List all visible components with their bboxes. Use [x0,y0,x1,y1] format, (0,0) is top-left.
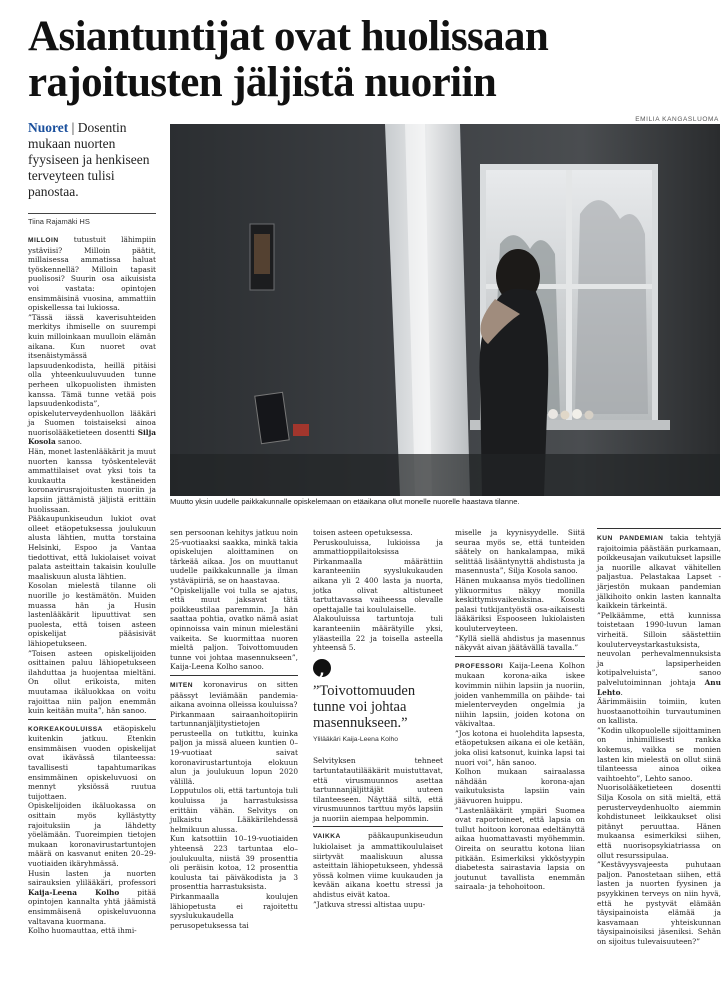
subhead: KUN PANDEMIAN [597,535,664,542]
section-divider [28,719,156,720]
article-column-3 [313,528,443,909]
pull-quote: ”Toivottomuuden tunne voi johtaa masennukseen.” [313,682,416,731]
section-divider [170,675,298,676]
paragraph: miselle ja kyynisyydelle. Siitä seuraa myös se, että tunteiden säätely on hankalampaa, mikä selittää lisääntynyttä ahdistusta ja masennusta”, Silja Kosola sanoo. [455,528,585,576]
paragraph: VAIKKA pääkaupunkiseudun lukiolaiset ja ammattikoululaiset siirtyvät maaliskuun alussa asteittain lähiopetukseen, yhdessä yössä kolmen viime kuukauden ja kevään aikana koettu stressi ja ahdistus eivät katoa. [313,831,443,900]
photo-credit: EMILIA KANGASLUOMA [635,116,719,123]
paragraph: Äärimmäisiin toimiin, kuten huostaanottoihin turvautuminen on kallista. [597,697,721,726]
section-label[interactable]: Nuoret [28,120,69,135]
article-column-5 [597,528,721,947]
paragraph: Pääkaupunkiseudun lukiot ovat olleet etäopetuksessa joulukuun alusta lähtien, mutta torstaina Helsinki, Espoo ja Vantaa tiedottivat, että lukiolaiset voivat palata asteittain takaisin koululle maaliskuun alusta lähtien. [28,514,156,581]
paragraph: sen persoonan kehitys jatkuu noin 25-vuotiaaksi saakka, minkä takia opiskelujen aloittaminen on tärkeää aikaa. Jos on muuttanut uudelle paikkakunnalle ja ilman ystäväpiiriä, se on haastavaa. [170,528,298,585]
subhead: PROFESSORI [455,662,504,670]
paragraph: Pirkanmaalla koulujen lähiopetusta ei rajoitettu syyslukukaudella perusopetuksessa tai [170,891,298,930]
subhead: VAIKKA [313,833,341,841]
section-divider [313,826,443,827]
byline: Tiina Rajamäki HS [28,213,156,226]
paragraph: Nuorisolääketieteen dosentti Silja Kosola on sitä mieltä, että perusterveydenhuolto aiemmin kohdistuneet leikkaukset olisi pitänyt peruuttaa. Hänen mukaansa esimerkiksi siihen, että nuorisopsykiatriassa on ollut resurssipulaa. [597,783,721,860]
paragraph: Kolhon mukaan sairaalassa nähdään korona-ajan vaikutuksista lapsiin vain jäävuoren huippu. [455,767,585,806]
paragraph: Selvityksen tehneet tartuntatautilääkärit muistuttavat, että virusmuunnos asettaa tartunnanjäljittäjät uuteen tilanteeseen. Näyttää siltä, että virusmuunnos tarttuu myös lapsiin ja nuoriin aiempaa helpommin. [313,756,443,823]
article-column-1 [28,235,156,936]
section-divider [597,528,721,529]
paragraph: Kosolan mielestä tilanne oli nuorille jo kestämätön. Muiden muassa hän ja Husin lastenlääkärit lipuuttivat sen puolesta, että toisen asteen opiskelijat pääsisivät lähiopetukseen. [28,581,156,648]
paragraph: KORKEAKOULUISSA etäopiskelu kuitenkin jatkuu. Etenkin ensimmäisen vuoden opiskelijat ovat ikävässä tilanteessa: tavallisesti tapahtumarikas ensimmäinen opiskeluvuosi on mennyt yksiössä ruutua tuijottaen. [28,723,156,801]
headline: Asiantuntijat ovat huolissaan rajoitusten jäljistä nuoriin [28,13,549,106]
paragraph: toisen asteen opetuksessa. [313,528,413,537]
quote-icon: , [313,659,331,677]
paragraph: ”Lastenlääkärit ympäri Suomea ovat raportoineet, että lapsia on tullut hoitoon koronaa edeltänyttä aikaa huomattavasti myöhemmin. Oireita on seurattu kotona liian pitkään. Esimerkiksi ykköstyypin diabetesta sairastavia lapsia on joutunut tavallista enemmän sairaala- ja tehohoitoon. [455,805,585,892]
paragraph: MILLOIN tutustuit lähimpiin ystäviisi? Milloin päätit, millaisessa ammatissa haluat työskennellä? Milloin tapasit puolisosi? Suurin osa aikuisista voi vastata: opintojen ensimmäisinä vuosina, ammattiin opiskellessa tai lukiossa. [28,235,156,313]
paragraph: Hänen mukaansa myös tiedollinen ylikuormitus näkyy monilla keskittymisvaikeuksina. Kosola palasi tutkijantyöstä osa-aikaisesti lääkäriksi Espooseen lukiolaisten kouluterveyteen. [455,575,585,633]
paragraph: Pirkanmaan sairaanhoitopiirin tartunnanjäljitystietojen perusteella on tutkittu, kuinka paljon ja missä alueen kuntien 0–19-vuotiaat saivat koronavirustartuntoja elokuun alun ja joulukuun lopun 2020 välillä. [170,709,298,786]
paragraph: Hän, monet lastenlääkärit ja muut nuorten kanssa työskentelevät ammattilaiset ovat yksi tois ta kuukautta kestäneiden koronavirusrajoitusten nuoriin ja lapsiin jättämistä jäljistä erittäin huolissaan. [28,447,156,514]
paragraph: ”Pelkäämme, että kunnissa toistetaan 1990-luvun laman virheitä. Silloin säästettiin kouluterveystarkastuksista, neuvolan perhevalmennuksista ja lapsiperheiden kotipalveluista”, sanoo palvelutoiminnan johtaja Anu Lehto. [597,610,721,697]
pull-quote-attribution: Ylilääkäri Kaija-Leena Kolho [313,735,399,743]
paragraph: Kolho huomauttaa, että ihmi- [28,926,137,936]
paragraph: Opiskelijoiden ikäluokassa on osittain myös kyllästytty rajoituksiin ja lähdetty yöelämään. Tuoreimpien tietojen mukaan koronavirustartuntojen määrä on kasvanut eniten 20–29-vuotiaiden ikäryhmässä. [28,801,156,868]
paragraph: ”Jos kotona ei huolehdita lapsesta, etäopetuksen aikana ei ole ketään, joka olisi katsonut, kuinka lapsi tai nuori voi”, hän sanoo. [455,728,585,767]
paragraph: MITEN koronavirus on sitten päässyt leviämään pandemia-aikana avoinna olleissa kouluissa? [170,679,298,710]
lead-text: Dosentin mukaan nuorten fyysiseen ja henkiseen terveyteen tulisi panostaa. [28,120,150,199]
paragraph: ”Kestävyysvajeesta puhutaan paljon. Panostetaan siihen, että lasten ja nuorten fyysinen ja psyykkinen terveys on niin hyvä, että he pystyvät elämään täysipainoista elämää ja kasvamaan yhteiskunnan täysipainoisiksi jäseniksi. Sehän on sijoitus tulevaisuuteen?” [597,860,721,946]
paragraph: PROFESSORI Kaija-Leena Kolhon mukaan korona-aika iskee kovimmin niihin lapsiin ja nuoriin, joiden vanhemmilla on päihde- tai mielenterveyden ongelmia ja niihin lapsiin, joiden kotona on väkivaltaa. [455,660,585,729]
subhead: KORKEAKOULUISSA [28,725,103,733]
paragraph: ”Kyllä siellä ahdistus ja masennus näkyvät aivan jäätävällä tavalla.” [455,633,585,653]
paragraph: ”Jatkuva stressi altistaa uupu- [313,899,426,909]
paragraph: ”Tässä iässä kaverisuhteiden merkitys ihmiselle on suurempi kuin milloinkaan muulloin elämän aikana. Kun nuoret ovat itsenäistymässä lapsuudenkodista, heillä pitäisi olla yhteenkuuluvuuden tunne perheen ulkopuolisten ihmisten kanssa. Tämä tunne vetää pois lapsuudenkodista”, opiskeluterveydenhuollon lääkäri ja Suomen toistaiseksi ainoa nuorisolääketieteen dosentti Silja Kosola sanoo. [28,312,156,447]
paragraph: ”Toisen asteen opiskelijoiden osittainen paluu lähiopetukseen ilahduttaa ja huojentaa mieltäni. On ollut erikoista, miten muutamaa ikäluokkaa on voitu rajoittaa niin paljon enemmän kuin keitään muita”, hän sanoo. [28,648,156,716]
lead-paragraph [28,120,160,200]
paragraph: ”Kodin ulkopuolelle sijoittaminen on inhimillisesti rankka kokemus, vaikka se monien lasten kin mielestä on ollut siinä tilanteessa ainoa oikea vaihtoehto”, Lehto sanoo. [597,725,722,783]
paragraph: Kun katsottiin 10–19-vuotiaiden yhteensä 223 tartuntaa elo–joulukuulta, niistä 39 prosenttia oli peräisin kotoa, 12 prosenttia koulusta tai päiväkodista ja 3 prosenttia harrastuksista. [170,834,298,892]
paragraph: Husin lasten ja nuorten sairauksien ylilääkäri, professori Kaija-Leena Kolho pitää opintojen kannalta yhtä jäämistä ensimmäisenä opiskeluvuonna valtavana kuormana. [28,868,156,926]
photo-caption: Muutto yksin uudelle paikkakunnalle opiskelemaan on etäaikana ollut monelle nuorelle haastava tilanne. [170,497,520,506]
paragraph: KUN PANDEMIAN takia tehtyjä rajoitoimia päästään purkamaan, poikkeusajan vaikutukset lapsille ja nuorille alkavat vähitellen paljastua. Pelastakaa Lapset -järjestön mukaan pandemian jälkihoito onkin lasten kannalta kaikkein tärkeintä. [597,533,721,611]
lead-separator: | [68,120,78,135]
drop-lead: MILLOIN [28,237,59,244]
article-column-4 [455,528,585,892]
paragraph: Alakouluissa tartuntoja tuli karanteeniin määrätyille yksi, yläasteilla 22 ja toisella asteella yhteensä 5. [313,614,443,653]
paragraph: Peruskouluissa, lukioissa ja ammattioppilaitoksissa Pirkanmaalla määrättiin karanteeniin syyslukukauden aikana yli 2 400 lasta ja nuorta, jotka olivat altistuneet tartuttavassa vaiheessa olevalle opettajalle tai koululaiselle. [313,537,443,614]
paragraph: ”Opiskelijalle voi tulla se ajatus, että muut jaksavat tätä poikkeustilaa paremmin. Ja hän saattaa pohtia, ovatko nämä asiat opinnoissa vain minun mielestäni vaikeita. Se kuormittaa nuoren mieltä paljon. Toivottomuuden tunne voi johtaa masennukseen”, Kaija-Leena Kolho sanoo. [170,585,298,672]
article-column-2 [170,528,298,930]
paragraph: Lopputulos oli, että tartuntoja tuli kouluissa ja harrastuksissa erittäin vähän. Selvitys on julkaistu Lääkärilehdessä helmikuun alussa. [170,786,298,834]
article-photo [170,124,720,496]
subhead: MITEN [170,681,194,689]
section-divider [455,656,585,657]
